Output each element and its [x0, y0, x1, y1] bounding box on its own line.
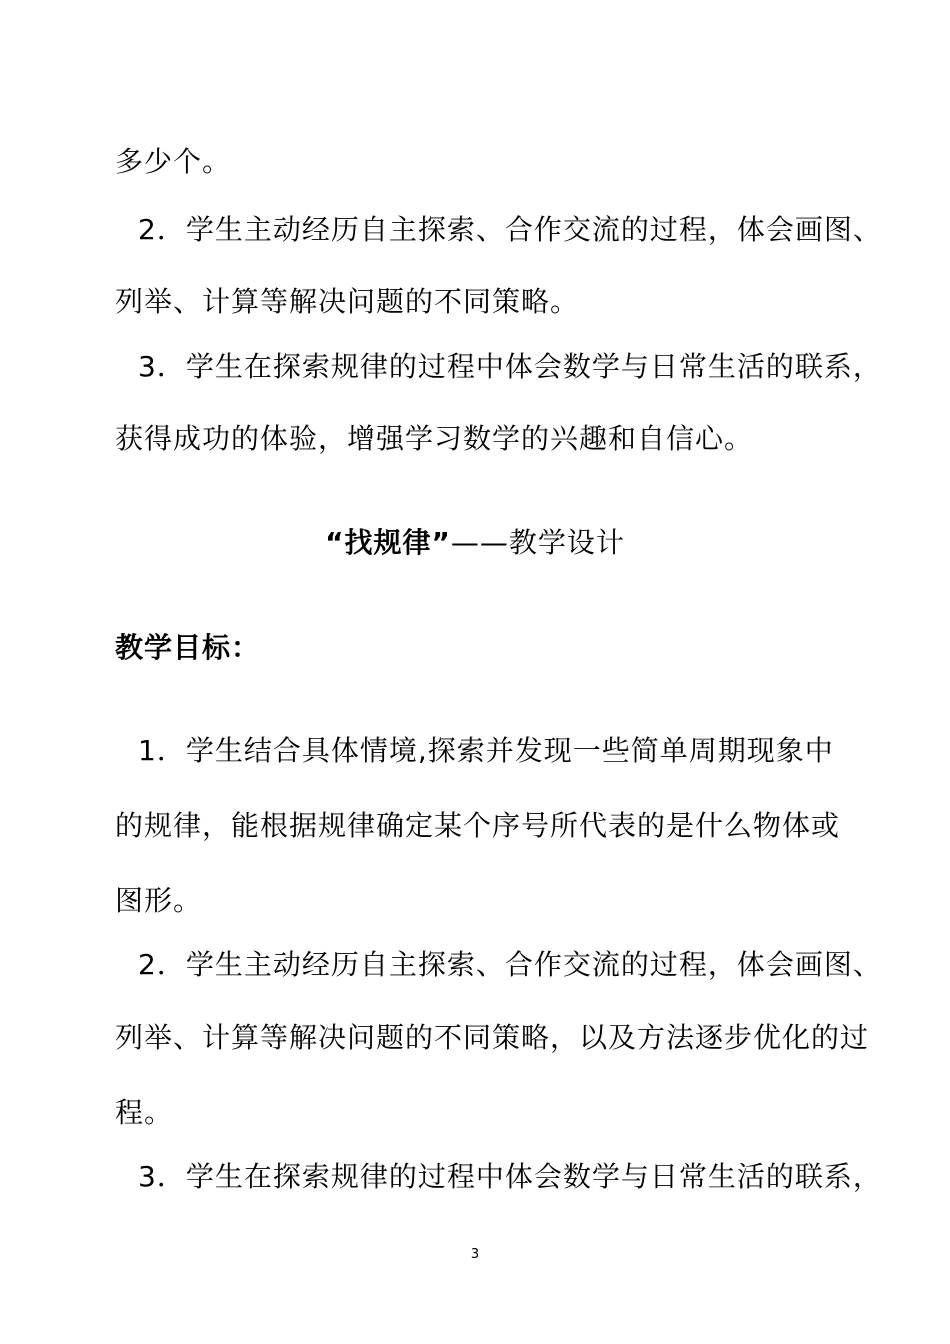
objective-1-line-3: 图形。	[115, 884, 203, 917]
objective-2-line-3: 程。	[115, 1096, 174, 1129]
objective-1-line-1: 1．学生结合具体情境,探索并发现一些简单周期现象中	[138, 734, 834, 767]
objective-2-line-1: 2．学生主动经历自主探索、合作交流的过程，体会画图、	[138, 948, 882, 981]
text-line-continuation: 多少个。	[115, 145, 232, 178]
objectives-heading: 教学目标：	[115, 631, 261, 664]
item-3-line-1: 3．学生在探索规律的过程中体会数学与日常生活的联系，	[138, 350, 882, 383]
objective-3-line-1: 3．学生在探索规律的过程中体会数学与日常生活的联系，	[138, 1160, 882, 1193]
item-2-line-2: 列举、计算等解决问题的不同策略。	[115, 285, 580, 318]
item-3-line-2: 获得成功的体验，增强学习数学的兴趣和自信心。	[115, 422, 754, 455]
section-title-main: “找规律”	[325, 526, 451, 559]
objective-2-line-2: 列举、计算等解决问题的不同策略，以及方法逐步优化的过	[115, 1021, 870, 1054]
section-title	[0, 525, 950, 561]
item-2-line-1: 2．学生主动经历自主探索、合作交流的过程，体会画图、	[138, 213, 882, 246]
page-number: 3	[470, 1247, 480, 1262]
objective-1-line-2: 的规律，能根据规律确定某个序号所代表的是什么物体或	[115, 809, 841, 842]
section-title-suffix: ——教学设计	[450, 526, 625, 559]
